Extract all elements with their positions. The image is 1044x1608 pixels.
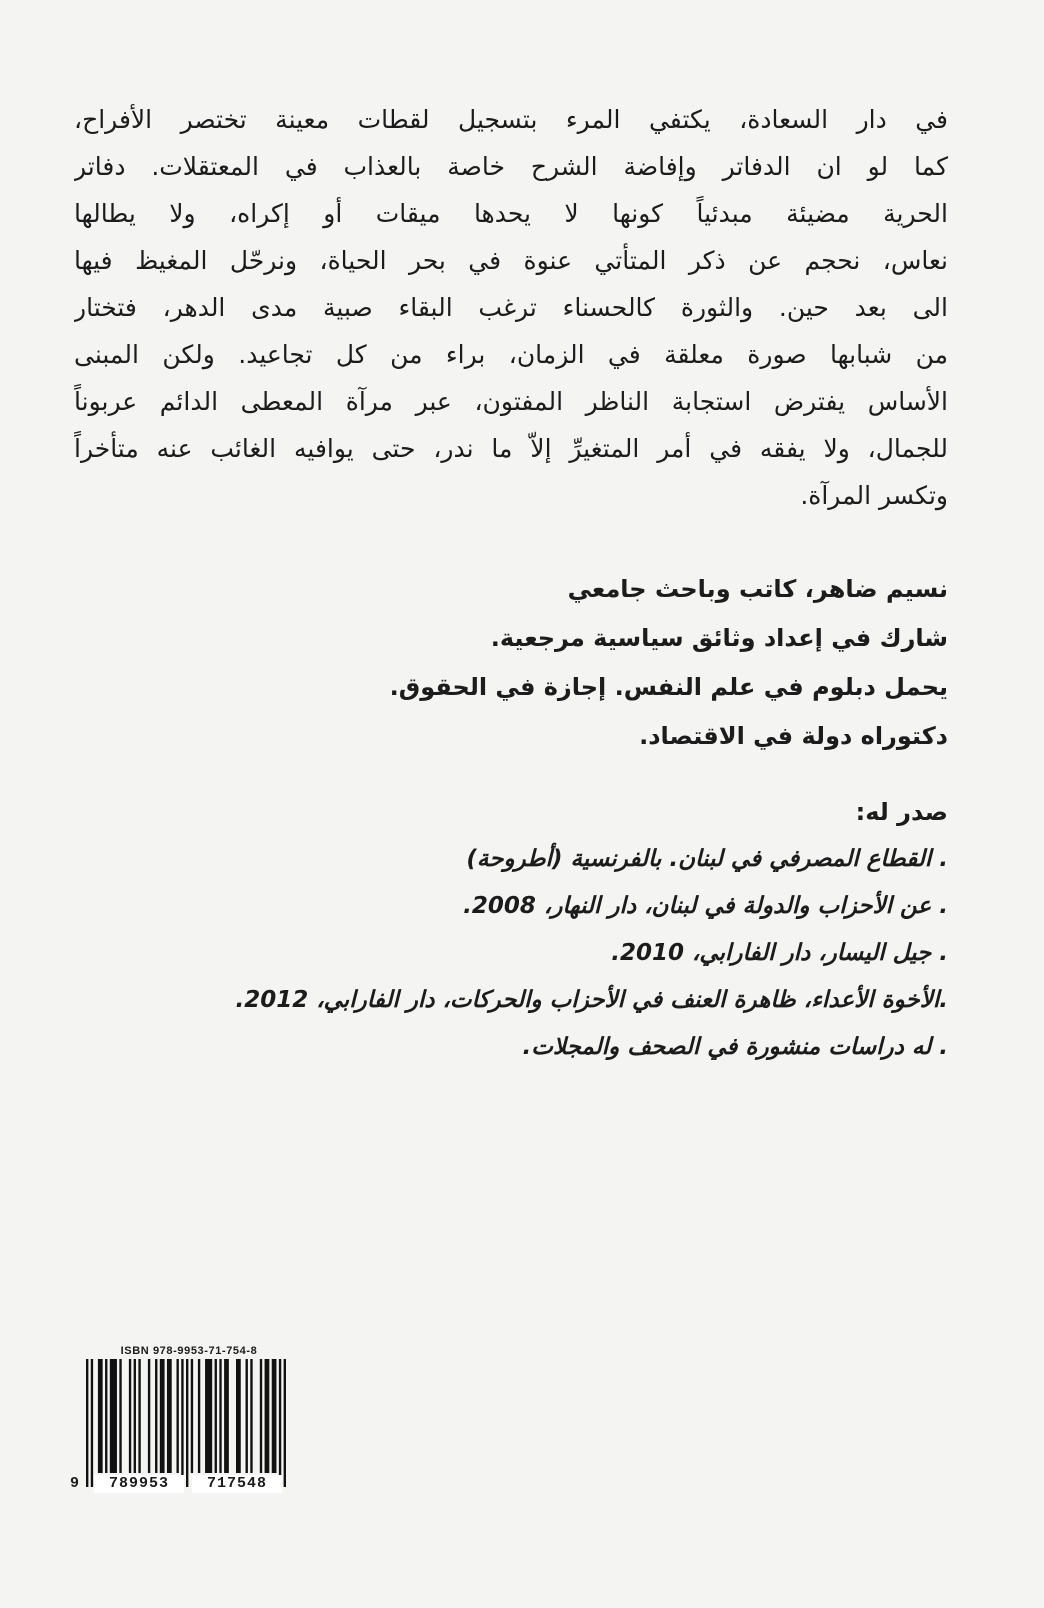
barcode-graphic [70, 1359, 290, 1497]
publication-item: .الأخوة الأعداء، ظاهرة العنف في الأحزاب والحركات، دار الفارابي، 2012. [235, 987, 948, 1013]
barcode-left-group: 789953 [94, 1475, 184, 1493]
barcode-first-digit: 9 [70, 1475, 80, 1492]
barcode-bar [186, 1359, 188, 1487]
bio-line: دكتوراه دولة في الاقتصاد. [639, 722, 948, 750]
barcode-bar [284, 1359, 286, 1487]
barcode-bar [134, 1359, 136, 1473]
blurb-line: كما لو ان الدفاتر وإفاضة الشرح خاصة بالعذاب في المعتقلات. دفاتر [74, 152, 948, 181]
barcode-bars [86, 1359, 286, 1487]
barcode-bar [176, 1359, 178, 1473]
barcode-right-group: 717548 [192, 1475, 282, 1493]
barcode-bar [160, 1359, 165, 1473]
blurb-line: الحرية مضيئة مبدئياً كونها لا يحدها ميقات أو إكراه، ولا يطالها [74, 199, 948, 228]
barcode-bar [191, 1359, 193, 1473]
barcode-bar [167, 1359, 172, 1473]
barcode-bar [110, 1359, 117, 1473]
barcode-bar [265, 1359, 270, 1473]
blurb-line: في دار السعادة، يكتفي المرء بتسجيل لقطات معينة تختصر الأفراح، [74, 105, 948, 134]
barcode-bar [105, 1359, 107, 1473]
barcode-bar [205, 1359, 212, 1473]
publication-item: . له دراسات منشورة في الصحف والمجلات. [522, 1034, 948, 1060]
author-bio [388, 565, 948, 761]
publication-item: . جيل اليسار، دار الفارابي، 2010. [611, 940, 948, 966]
isbn-label: ISBN 978-9953-71-754-8 [120, 1345, 258, 1357]
barcode-digits [70, 1475, 290, 1493]
isbn-barcode [70, 1343, 290, 1497]
barcode-bar [129, 1359, 131, 1473]
publications-heading: صدر له: [855, 798, 948, 826]
bio-line: شارك في إعداد وثائق سياسية مرجعية. [490, 624, 948, 652]
author-name-line: نسيم ضاهر، كاتب وباحث جامعي [567, 575, 948, 603]
barcode-bar [155, 1359, 157, 1473]
barcode-bar [119, 1359, 121, 1473]
barcode-bar [215, 1359, 217, 1473]
barcode-bar [181, 1359, 183, 1487]
barcode-bar [148, 1359, 150, 1473]
publication-item: . عن الأحزاب والدولة في لبنان، دار النهار، 2008. [463, 893, 948, 919]
blurb-line: الى بعد حين. والثورة كالحسناء ترغب البقاء صبية مدى الدهر، فتختار [74, 293, 948, 322]
blurb-line: للجمال، ولا يفقه في أمر المتغيرِّ إلاّ ما ندر، حتى يوافيه الغائب عنه متأخراً [74, 434, 948, 463]
barcode-bar [138, 1359, 140, 1473]
blurb-line: الأساس يفترض استجابة الناظر المفتون، عبر مرآة المعطى الدائم عربوناً [74, 387, 948, 416]
barcode-bar [250, 1359, 252, 1473]
blurb-line: وتكسر المرآة. [800, 481, 948, 510]
barcode-bar [236, 1359, 241, 1473]
barcode-bar [91, 1359, 93, 1487]
barcode-bar [98, 1359, 103, 1473]
barcode-bar [279, 1359, 281, 1487]
barcode-bar [246, 1359, 248, 1473]
blurb-line: من شبابها صورة معلقة في الزمان، براء من كل تجاعيد. ولكن المبنى [74, 340, 948, 369]
publications-list [48, 792, 948, 1071]
publication-item: . القطاع المصرفي في لبنان. بالفرنسية (أطروحة) [466, 846, 948, 872]
barcode-bar [198, 1359, 200, 1473]
barcode-bar [224, 1359, 229, 1473]
barcode-bar [86, 1359, 88, 1487]
bio-line: يحمل دبلوم في علم النفس. إجازة في الحقوق. [389, 673, 948, 701]
barcode-bar [272, 1359, 277, 1473]
blurb-paragraph [74, 96, 948, 519]
barcode-bar [219, 1359, 221, 1473]
barcode-bar [260, 1359, 262, 1473]
blurb-line: نعاس، نحجم عن ذكر المتأتي عنوة في بحر الحياة، ونرحّل المغيظ فيها [74, 246, 948, 275]
